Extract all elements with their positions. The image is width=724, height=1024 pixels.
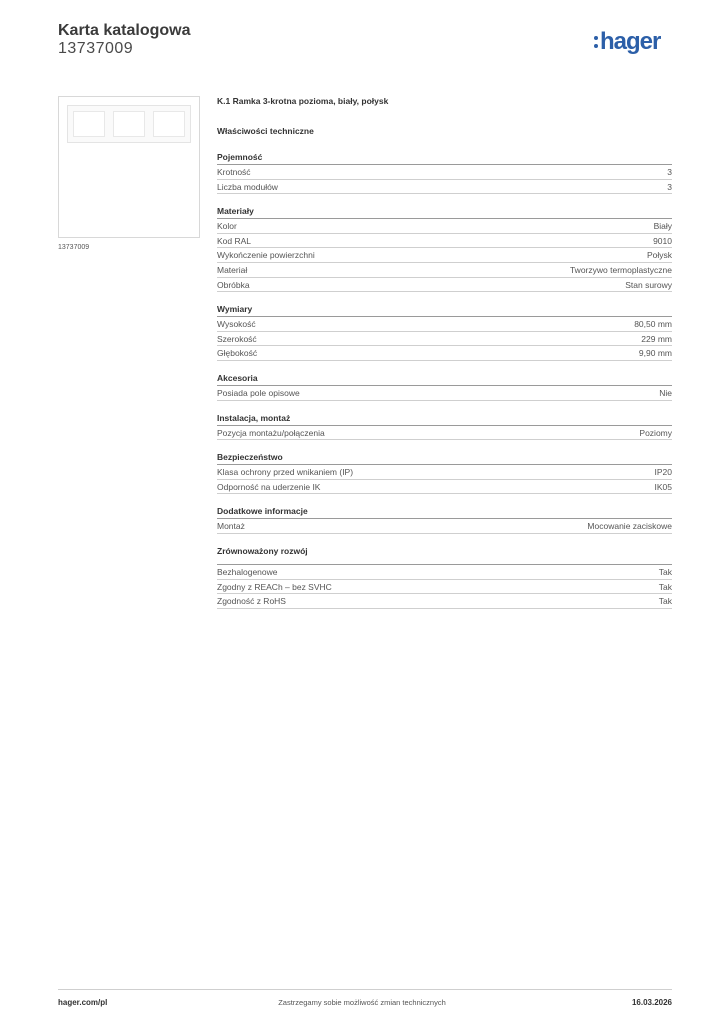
spec-value: Stan surowy [625,279,672,290]
spec-value: Mocowanie zaciskowe [587,521,672,532]
spec-group [217,413,672,441]
hager-logo[interactable] [594,30,674,58]
document-number: 13737009 [58,40,134,57]
spec-value: 9010 [653,235,672,246]
spec-group-title: Pojemność [217,152,672,165]
spec-value: Poziomy [639,427,672,438]
spec-label: Posiada pole opisowe [217,387,300,398]
spec-row [217,519,672,534]
spec-group [217,206,672,292]
spec-value: 229 mm [641,333,672,344]
spec-value: 80,50 mm [634,319,672,330]
document-title: Karta katalogowa [58,22,191,39]
product-name: K.1 Ramka 3-krotna pozioma, biały, połysk [217,96,389,106]
spec-value: Biały [653,221,672,232]
spec-label: Zgodny z REACh – bez SVHC [217,581,332,592]
spec-value: Połysk [646,250,672,261]
spacer [217,558,672,565]
spec-group [217,506,672,534]
spec-value: 3 [667,167,672,177]
spec-value: 9,90 mm [638,348,672,359]
footer-date: 16.03.2026 [631,998,672,1007]
spec-row [217,580,672,595]
spec-label: Zgodność z RoHS [217,596,286,607]
frame-cell [113,111,145,137]
spec-content [217,96,672,621]
spec-group-title: Zrównoważony rozwój [217,545,308,556]
spec-label: Wysokość [217,319,256,330]
spec-value: Nie [659,387,672,398]
spec-row [217,263,672,278]
spec-group-title: Wymiary [217,304,672,317]
spec-group-title: Materiały [217,206,672,219]
footer-disclaimer: Zastrzegamy sobie możliwość zmian technicznych [278,998,446,1007]
spec-value: Tak [658,566,672,577]
image-caption: 13737009 [58,244,90,251]
spec-label: Szerokość [217,333,257,344]
spec-group-title: Bezpieczeństwo [217,452,672,465]
spec-row [217,480,672,495]
spec-label: Liczba modułów [217,181,278,192]
spec-row [217,180,672,195]
spec-group-title: Akcesoria [217,373,672,386]
spec-row [217,234,672,249]
spec-value: IK05 [654,481,672,492]
spec-row [217,219,672,234]
spec-label: Bezhalogenowe [217,566,278,577]
spec-label: Obróbka [217,279,250,290]
spec-group-title: Dodatkowe informacje [217,506,672,519]
logo-dots-icon [594,36,598,52]
spec-row [217,248,672,263]
frame-cell [153,111,185,137]
footer-divider [58,989,672,990]
spec-row [217,386,672,401]
spec-value: Tak [658,581,672,592]
spec-row [217,346,672,361]
spec-row [217,565,672,580]
spec-group [217,452,672,494]
spec-label: Klasa ochrony przed wnikaniem (IP) [217,467,354,478]
logo-text: hager [600,28,661,55]
spec-label: Materiał [217,264,248,275]
spec-label: Kolor [217,221,237,232]
spec-label: Krotność [217,167,251,177]
spec-value: Tworzywo termoplastyczne [569,264,672,275]
footer-website-link[interactable]: hager.com/pl [58,998,108,1007]
spec-groups [217,152,672,609]
spec-label: Kod RAL [217,235,252,246]
spec-group [217,152,672,194]
spec-group [217,373,672,401]
spec-row [217,594,672,609]
spec-group [217,304,672,361]
spec-value: 3 [667,181,672,192]
spec-row [217,317,672,332]
section-heading: Właściwości techniczne [217,126,314,136]
spec-label: Montaż [217,521,245,532]
spec-label: Odporność na uderzenie IK [217,481,321,492]
product-image [58,96,200,238]
spec-row [217,165,672,180]
spec-row [217,426,672,441]
frame-3-gang-icon [67,105,191,143]
spec-group [217,546,672,609]
spec-row [217,332,672,347]
frame-cell [73,111,105,137]
spec-row [217,278,672,293]
spec-label: Głębokość [217,348,258,359]
spec-value: IP20 [654,467,672,478]
spec-value: Tak [658,596,672,607]
spec-group-title: Instalacja, montaż [217,413,672,426]
spec-label: Pozycja montażu/połączenia [217,427,325,438]
spec-label: Wykończenie powierzchni [217,250,315,261]
spec-row [217,465,672,480]
